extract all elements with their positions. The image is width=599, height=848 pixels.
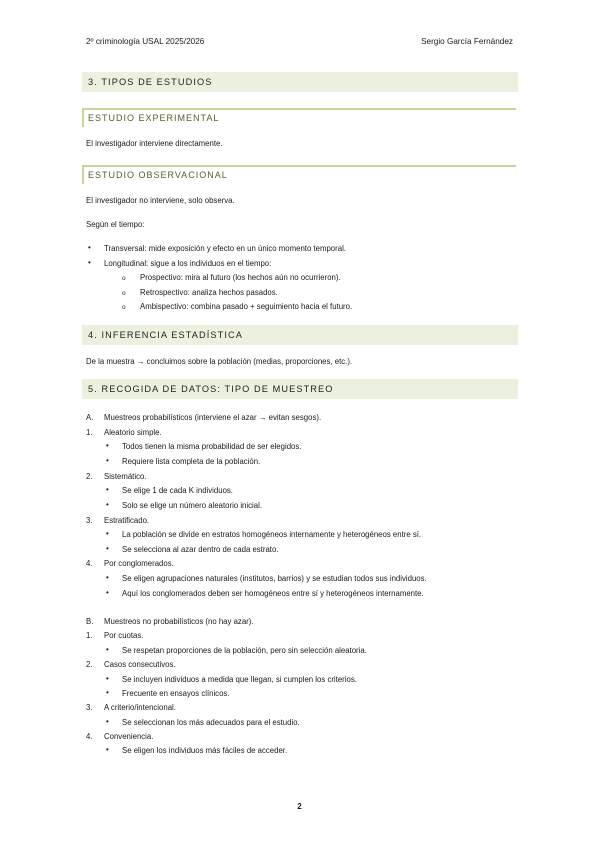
- bullet-icon: •: [106, 500, 109, 509]
- subsection-observacional: [82, 165, 516, 184]
- list-item-title: Conveniencia.: [104, 732, 154, 741]
- subsection-experimental-title: ESTUDIO EXPERIMENTAL: [88, 113, 220, 123]
- list-item-title: Por conglomerados.: [104, 559, 174, 568]
- list-marker: 4.: [86, 559, 93, 568]
- bullet-icon: •: [88, 258, 91, 267]
- subsection-experimental: [82, 108, 516, 127]
- bullet-icon: •: [106, 529, 109, 538]
- bullet-icon: •: [106, 688, 109, 697]
- list-item-bullet: Se seleccionan los más adecuados para el estudio.: [122, 718, 300, 727]
- list-item-title: A criterio/intencional.: [104, 703, 176, 712]
- list-item-bullet: Requiere lista completa de la población.: [122, 457, 261, 466]
- bullet-icon: •: [106, 456, 109, 465]
- bullet-icon: •: [106, 544, 109, 553]
- retrospectivo-text: Retrospectivo: analiza hechos pasados.: [140, 288, 278, 297]
- section-heading-4: [82, 325, 518, 345]
- list-item-title: Por cuotas.: [104, 631, 144, 640]
- list-marker: 2.: [86, 472, 93, 481]
- circle-bullet-icon: o: [122, 290, 126, 297]
- section-heading-3: [82, 72, 518, 92]
- list-marker: B.: [86, 617, 94, 626]
- section-heading-5-text: 5. RECOGIDA DE DATOS: TIPO DE MUESTREO: [88, 384, 334, 394]
- list-marker: 3.: [86, 516, 93, 525]
- list-item-bullet: Se eligen agrupaciones naturales (institutos, barrios) y se estudian todos sus individuos.: [122, 574, 427, 583]
- list-item-title: Aleatorio simple.: [104, 428, 162, 437]
- list-marker: 4.: [86, 732, 93, 741]
- list-item-bullet: Se incluyen individuos a medida que llegan, si cumplen los criterios.: [122, 675, 357, 684]
- experimental-text: El investigador interviene directamente.: [86, 139, 223, 148]
- subsection-observacional-title: ESTUDIO OBSERVACIONAL: [88, 170, 228, 180]
- bullet-icon: •: [106, 674, 109, 683]
- probabilisticos-heading: Muestreos probabilísticos (interviene el azar → evitan sesgos).: [104, 413, 322, 422]
- list-item-bullet: Se elige 1 de cada K individuos.: [122, 486, 233, 495]
- list-marker: A.: [86, 413, 94, 422]
- bullet-icon: •: [106, 441, 109, 450]
- list-marker: 1.: [86, 631, 93, 640]
- inferencia-text: De la muestra → concluimos sobre la población (medias, proporciones, etc.).: [86, 357, 353, 366]
- page-number: 2: [297, 802, 302, 811]
- bullet-icon: •: [106, 645, 109, 654]
- section-heading-3-text: 3. TIPOS DE ESTUDIOS: [88, 77, 213, 87]
- transversal-text: Transversal: mide exposición y efecto en un único momento temporal.: [104, 244, 346, 253]
- tiempo-label: Según el tiempo:: [86, 220, 145, 229]
- list-item-bullet: Frecuente en ensayos clínicos.: [122, 689, 230, 698]
- list-item-bullet: Se selecciona al azar dentro de cada estrato.: [122, 545, 279, 554]
- list-item-title: Casos consecutivos.: [104, 660, 176, 669]
- section-heading-5: [82, 379, 518, 399]
- list-marker: 2.: [86, 660, 93, 669]
- bullet-icon: •: [106, 573, 109, 582]
- list-item-title: Sistemático.: [104, 472, 147, 481]
- ambispectivo-text: Ambispectivo: combina pasado + seguimiento hacia el futuro.: [140, 302, 353, 311]
- bullet-icon: •: [106, 485, 109, 494]
- list-marker: 1.: [86, 428, 93, 437]
- prospectivo-text: Prospectivo: mira al futuro (los hechos aún no ocurrieron).: [140, 273, 341, 282]
- bullet-icon: •: [106, 717, 109, 726]
- header-right: Sergio García Fernández: [421, 37, 513, 46]
- list-item-bullet: Solo se elige un número aleatorio inicial.: [122, 501, 262, 510]
- list-marker: 3.: [86, 703, 93, 712]
- header-left: 2º criminología USAL 2025/2026: [86, 37, 205, 46]
- list-item-bullet: Aquí los conglomerados deben ser homogéneos entre sí y heterogéneos internamente.: [122, 589, 424, 598]
- list-item-bullet: Se eligen los individuos más fáciles de acceder.: [122, 746, 288, 755]
- bullet-icon: •: [106, 588, 109, 597]
- list-item-bullet: La población se divide en estratos homogéneos internamente y heterogéneos entre sí.: [122, 530, 422, 539]
- observacional-text: El investigador no interviene, solo observa.: [86, 196, 235, 205]
- bullet-icon: •: [106, 745, 109, 754]
- no-probabilisticos-heading: Muestreos no probabilísticos (no hay azar).: [104, 617, 254, 626]
- list-item-title: Estratificado.: [104, 516, 150, 525]
- circle-bullet-icon: o: [122, 304, 126, 311]
- list-item-bullet: Todos tienen la misma probabilidad de ser elegidos.: [122, 442, 302, 451]
- bullet-icon: •: [88, 243, 91, 252]
- section-heading-4-text: 4. INFERENCIA ESTADÍSTICA: [88, 330, 243, 340]
- circle-bullet-icon: o: [122, 275, 126, 282]
- longitudinal-text: Longitudinal: sigue a los individuos en el tiempo:: [104, 259, 272, 268]
- list-item-bullet: Se respetan proporciones de la población, pero sin selección aleatoria.: [122, 646, 367, 655]
